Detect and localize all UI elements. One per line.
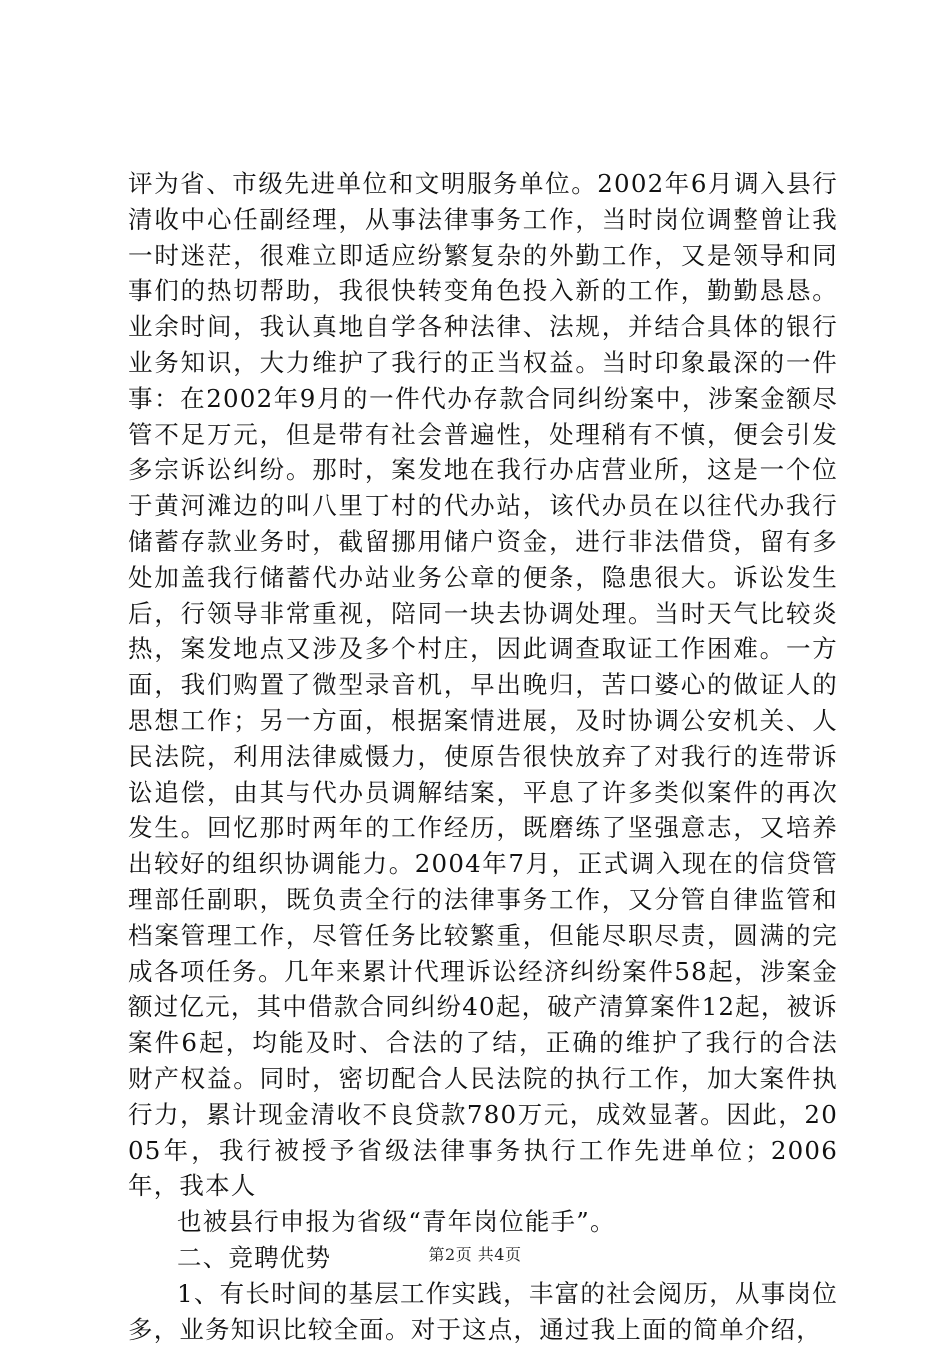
paragraph-award: 也被县行申报为省级“青年岗位能手”。 xyxy=(177,1207,616,1237)
paragraph-career-history: 评为省、市级先进单位和文明服务单位。2002年6月调入县行清收中心任副经理，从事法律事务工作，当时岗位调整曾让我一时迷茫，很难立即适应纷繁复杂的外勤工作，又是领导和同事们的热切帮助，我很快转变角色投入新的工作，勤勤恳恳。业余时间，我认真地自学各种法律、法规，并结合具体的银行业务知识，大力维护了我行的正当权益。当时印象最深的一件事：在2002年9月的一件代办存款合同纠纷案中，涉案金额尽管不足万元，但是带有社会普遍性，处理稍有不慎，便会引发多宗诉讼纠纷。那时，案发地在我行办店营业所，这是一个位于黄河滩边的叫八里丁村的代办站，该代办员在以往代办我行储蓄存款业务时，截留挪用储户资金，进行非法借贷，留有多处加盖我行储蓄代办站业务公章的便条，隐患很大。诉讼发生后，行领导非常重视，陪同一块去协调处理。当时天气比较炎热，案发地点又涉及多个村庄，因此调查取证工作困难。一方面，我们购置了微型录音机，早出晚归，苦口婆心的做证人的思想工作；另一方面，根据案情进展，及时协调公安机关、人民法院，利用法律威慑力，使原告很快放弃了对我行的连带诉讼追偿，由其与代办员调解结案，平息了许多类似案件的再次发生。回忆那时两年的工作经历，既磨练了坚强意志，又培养出较好的组织协调能力。2004年7月，正式调入现在的信贷管理部任副职，既负责全行的法律事务工作，又分管自律监管和档案管理工作，尽管任务比较繁重，但能尽职尽责，圆满的完成各项任务。几年来累计代理诉讼经济纠纷案件58起，涉案金额过亿元，其中借款合同纠纷40起，破产清算案件12起，被诉案件6起，均能及时、合法的了结，正确的维护了我行的合法财产权益。同时，密切配合人民法院的执行工作，加大案件执行力，累计现金清收不良贷款780万元，成效显著。因此，2005年，我行被授予省级法律事务执行工作先进单位；2006年，我本人 xyxy=(128,169,838,1201)
page-footer: 第2页 共4页 xyxy=(428,1245,522,1264)
section-heading-advantages: 二、竞聘优势 xyxy=(177,1242,332,1272)
paragraph-advantage-1: 1、有长时间的基层工作实践，丰富的社会阅历，从事岗位多，业务知识比较全面。对于这点，通过我上面的简单介绍， xyxy=(128,1278,838,1344)
body-text xyxy=(128,166,838,1347)
